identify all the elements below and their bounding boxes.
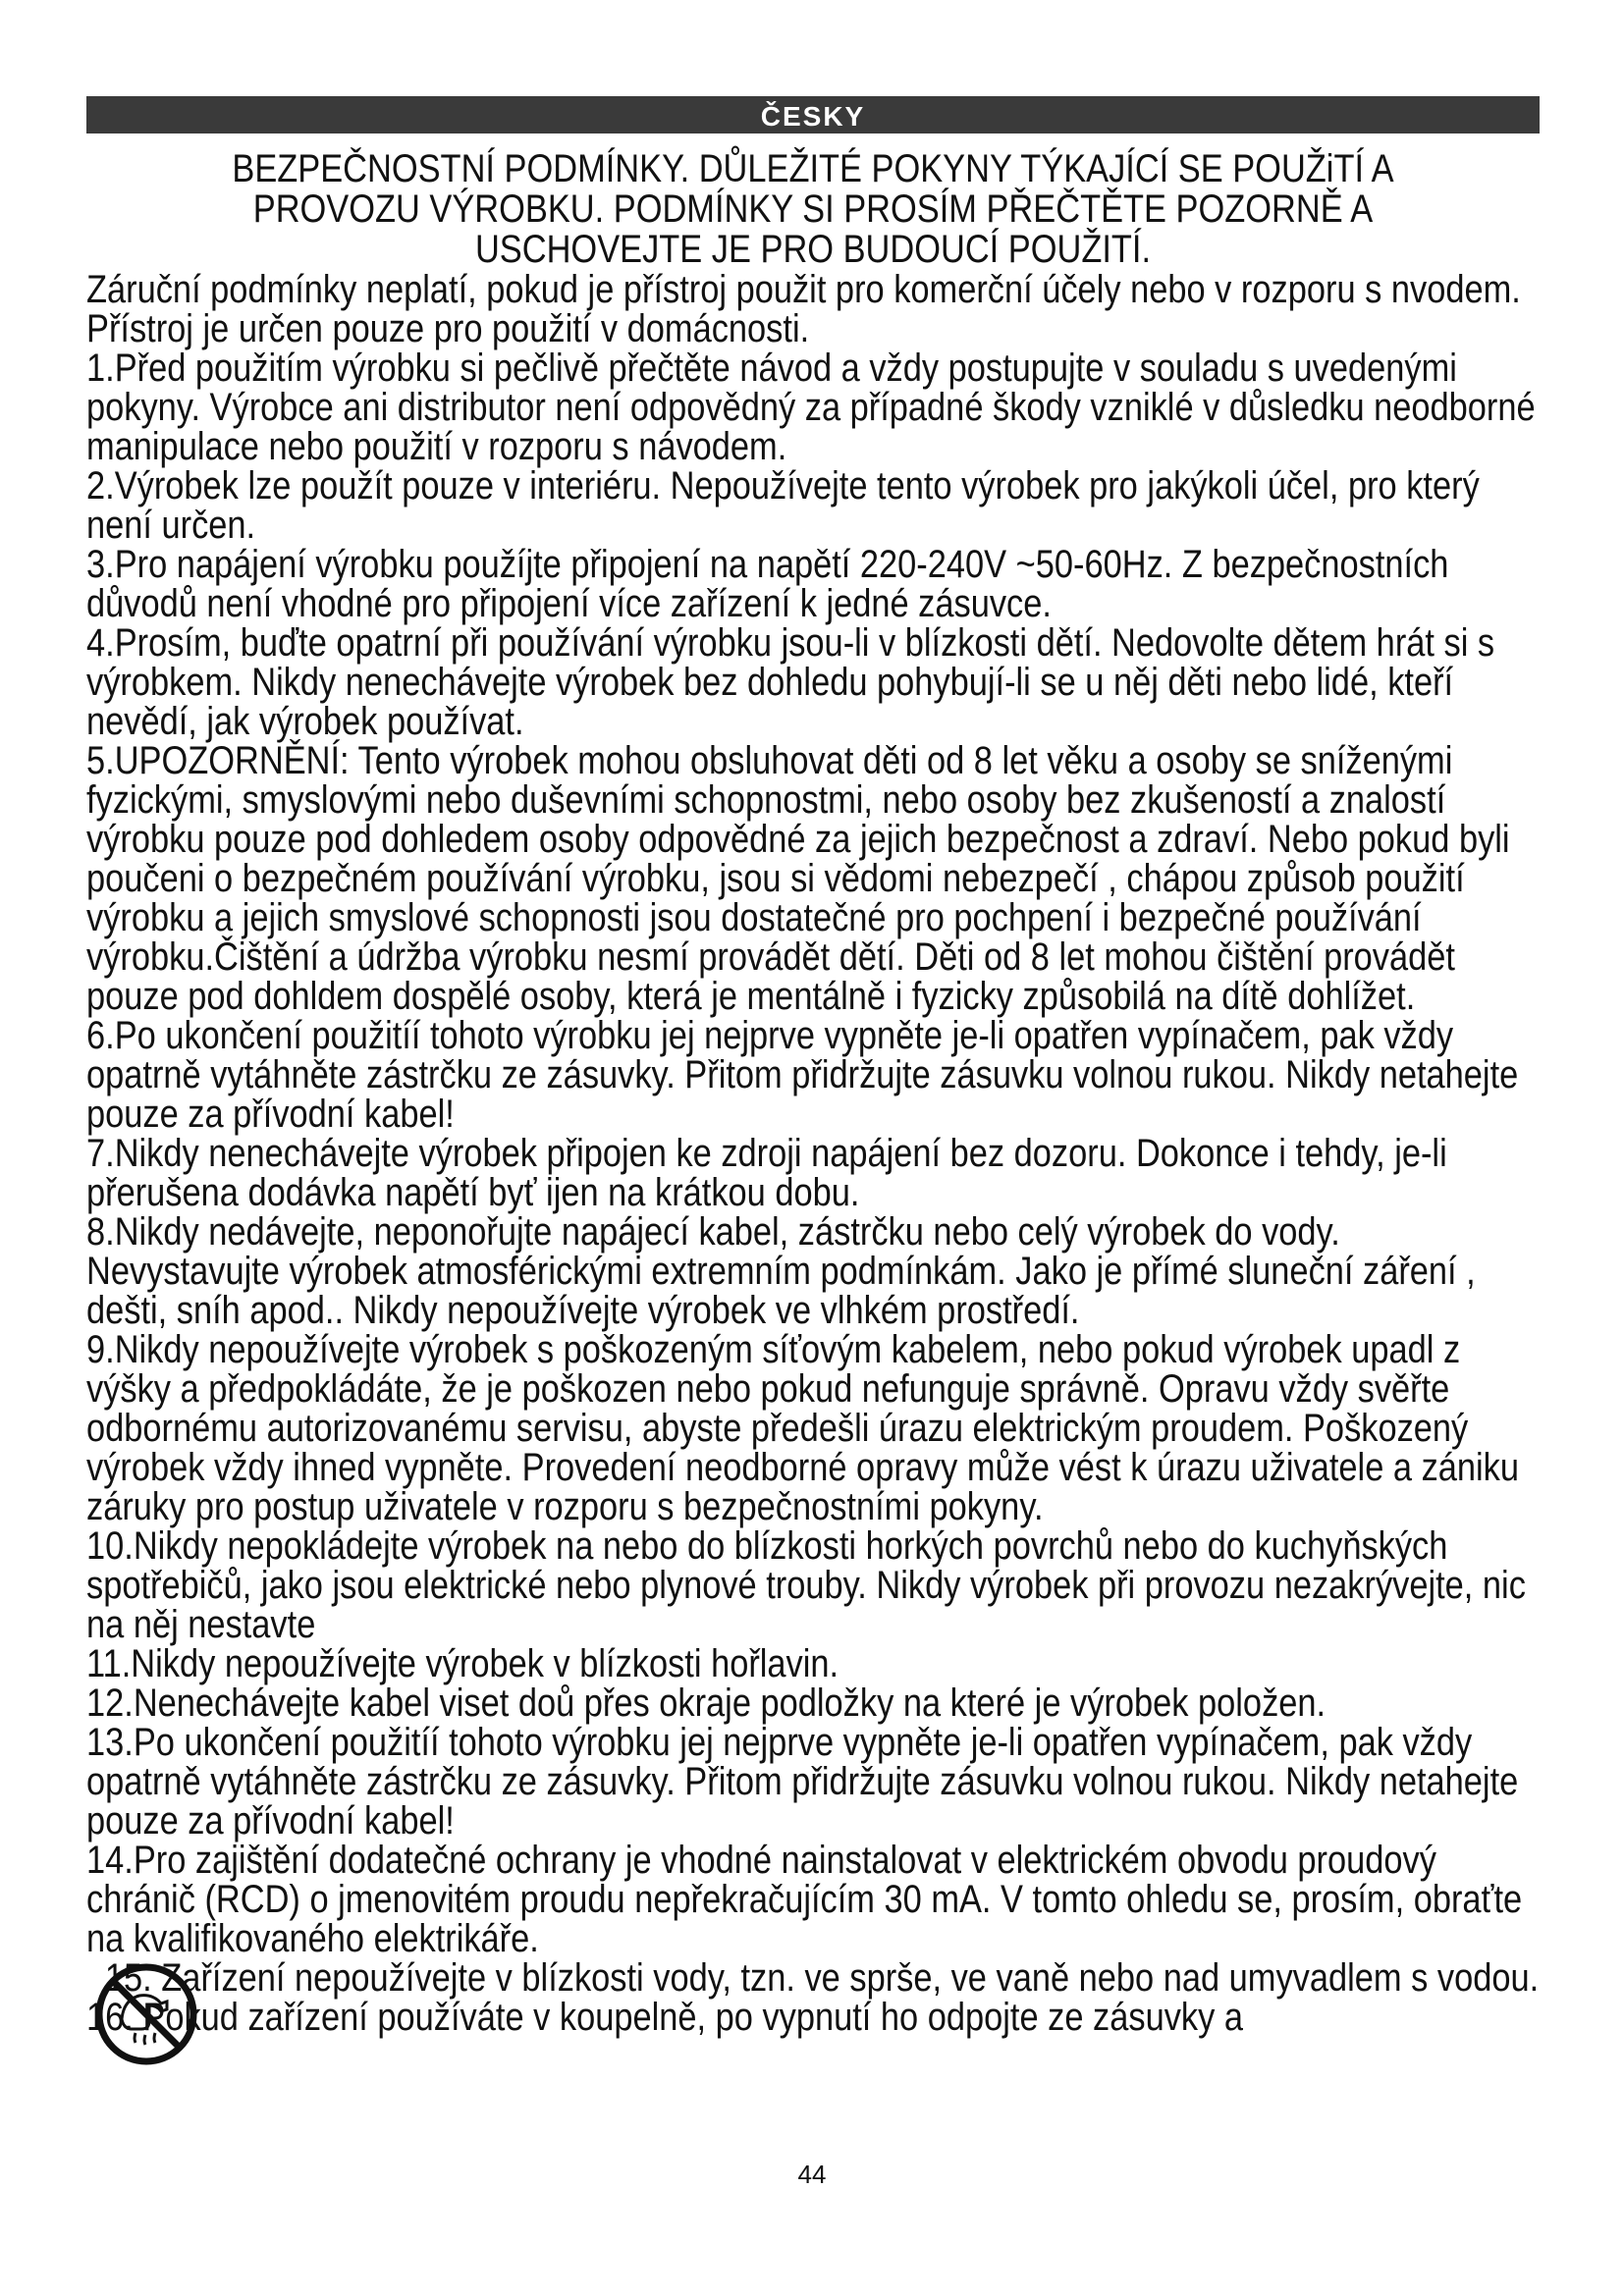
instruction-item-1: 1.Před použitím výrobku si pečlivě přečtěte návod a vždy postupujte v souladu s uvedenými pokyny. Výrobce ani distributor není odpovědný za případné škody vzniklé v důsledku neodborné manipulace nebo použití v rozporu s návodem. — [86, 347, 1536, 468]
language-label: ČESKY — [760, 101, 866, 132]
instruction-item-11: 11.Nikdy nepoužívejte výrobek v blízkosti hořlavin. — [86, 1642, 839, 1685]
instruction-item-7: 7.Nikdy nenechávejte výrobek připojen ke zdroji napájení bez dozoru. Dokonce i tehdy, je-li přerušena dodávka napětí byť ijen na krátkou dobu. — [86, 1132, 1447, 1214]
instruction-item-8: 8.Nikdy nedávejte, neponořujte napájecí kabel, zástrčku nebo celý výrobek do vody. Nevystavujte výrobek atmosférickými extremním podmínkám. Jako je přímé sluneční záření , dešti, sníh apod.. Nikdy nepoužívejte výrobek ve vlhkém prostředí. — [86, 1210, 1476, 1332]
instruction-item-3: 3.Pro napájení výrobku použíjte připojení na napětí 220-240V ~50-60Hz. Z bezpečnostních důvodů není vhodné pro připojení více zařízení k jedné zásuvce. — [86, 543, 1449, 625]
instruction-item-2: 2.Výrobek lze použít pouze v interiéru. Nepoužívejte tento výrobek pro jakýkoli účel, pro který není určen. — [86, 464, 1480, 547]
instruction-item-14: 14.Pro zajištění dodatečné ochrany je vhodné nainstalovat v elektrickém obvodu proudový chránič (RCD) o jmenovitém proudu nepřekračujícím 30 mA. V tomto ohledu se, prosím, obraťte na kvalifikovaného elektrikáře. — [86, 1839, 1523, 1960]
page-number: 44 — [797, 2160, 827, 2189]
instruction-item-15: 15. Zařízení nepoužívejte v blízkosti vody, tzn. ve sprše, ve vaně nebo nad umyvadlem s vodou. — [104, 1956, 1540, 2000]
instruction-item-16: 16. Pokud zařízení používáte v koupelně, po vypnutí ho odpojte ze zásuvky a — [86, 1996, 1243, 2039]
warranty-intro: Záruční podmínky neplatí, pokud je přístroj použit pro komerční účely nebo v rozporu s nvodem. Přístroj je určen pouze pro použití v domácnosti. — [86, 268, 1521, 350]
instruction-item-12: 12.Nenechávejte kabel viset doů přes okraje podložky na které je výrobek položen. — [86, 1682, 1326, 1725]
instruction-item-4: 4.Prosím, buďte opatrní při používání výrobku jsou-li v blízkosti dětí. Nedovolte dětem hrát si s výrobkem. Nikdy nenechávejte výrobek bez dohledu pohybují-li se u něj děti nebo lidé, kteří nevědí, jak výrobek používat. — [86, 621, 1495, 743]
instruction-item-10: 10.Nikdy nepokládejte výrobek na nebo do blízkosti horkých povrchů nebo do kuchyňských spotřebičů, jako jsou elektrické nebo plynové trouby. Nikdy výrobek při provozu nezakrývejte, nic na něj nestavte — [86, 1524, 1526, 1646]
language-header-bar — [86, 96, 1540, 133]
instruction-item-6: 6.Po ukončení použitíí tohoto výrobku jej nejprve vypněte je-li opatřen vypínačem, pak vždy opatrně vytáhněte zástrčku ze zásuvky. Přitom přidržujte zásuvku volnou rukou. Nikdy netahejte pouze za přívodní kabel! — [86, 1014, 1519, 1136]
instruction-item-9: 9.Nikdy nepoužívejte výrobek s poškozeným síťovým kabelem, nebo pokud výrobek upadl z výšky a předpokládáte, že je poškozen nebo pokud nefunguje správně. Opravu vždy svěřte odbornému autorizovanému servisu, abyste předešli úrazu elektrickým proudem. Poškozený výrobek vždy ihned vypněte. Provedení neodborné opravy může vést k úrazu uživatele a zániku záruky pro postup uživatele v rozporu s bezpečnostními pokyny. — [86, 1328, 1520, 1528]
document-title: BEZPEČNOSTNÍ PODMÍNKY. DŮLEŽITÉ POKYNY TÝKAJÍCÍ SE POUŽiTÍ A PROVOZU VÝROBKU. PODMÍNKY SI PROSÍM PŘEČTĚTE POZORNĚ A USCHOVEJTE JE PRO BUDOUCÍ POUŽITÍ. — [232, 147, 1394, 271]
document-body — [86, 149, 1540, 2037]
water-warning-block — [86, 1958, 1540, 2037]
instruction-item-13: 13.Po ukončení použitíí tohoto výrobku jej nejprve vypněte je-li opatřen vypínačem, pak vždy opatrně vytáhněte zástrčku ze zásuvky. Přitom přidržujte zásuvku volnou rukou. Nikdy netahejte pouze za přívodní kabel! — [86, 1721, 1519, 1842]
instruction-item-5: 5.UPOZORNĚNÍ: Tento výrobek mohou obsluhovat děti od 8 let věku a osoby se sníženými fyzickými, smyslovými nebo duševními schopnostmi, nebo osoby bez zkušeností a znalostí výrobku pouze pod dohledem osoby odpovědné za jejich bezpečnost a zdraví. Nebo pokud byli poučeni o bezpečném používání výrobku, jsou si vědomi nebezpečí , chápou způsob použití výrobku a jejich smyslové schopnosti jsou dostatečné pro pochpení i bezpečné používání výrobku.Čištění a údržba výrobku nesmí provádět dětí. Děti od 8 let mohou čištění provádět pouze pod dohldem dospělé osoby, která je mentálně i fyzicky způsobilá na dítě dohlížet. — [86, 739, 1510, 1018]
